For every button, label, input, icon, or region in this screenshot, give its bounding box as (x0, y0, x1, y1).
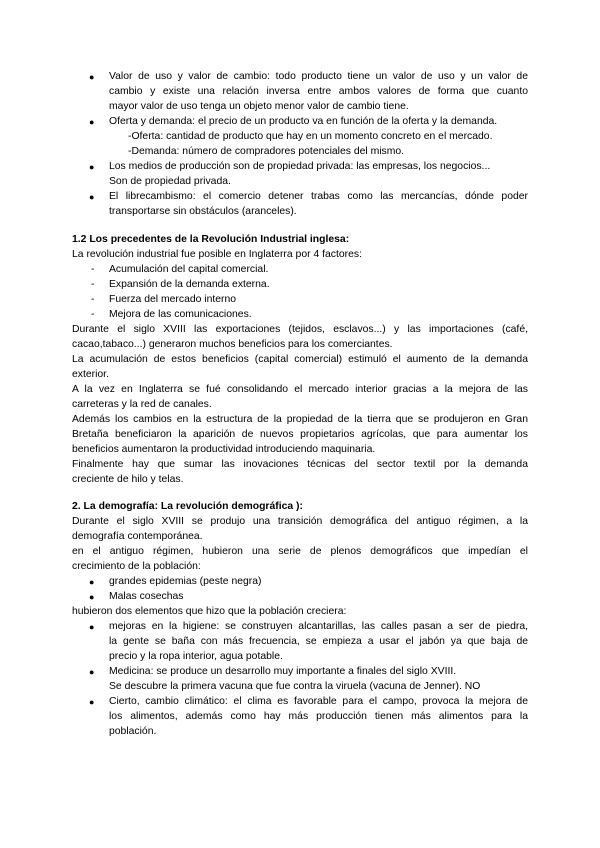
text-line: crecimiento de la población: (72, 561, 201, 572)
text-line: precio y la ropa interior, agua potable. (109, 651, 283, 662)
section-heading: 2. La demografía: La revolución demográfica ): (72, 501, 303, 512)
text-line: Los medios de producción son de propiedad privada: las empresas, los negocios... (109, 161, 491, 172)
text-line: Oferta y demanda: el precio de un producto va en función de la oferta y la demanda. (109, 116, 498, 127)
text-line: cacao,tabaco...) generaron muchos beneficios para los comerciantes. (72, 339, 393, 350)
text-line: mejoras en la higiene: se construyen alcantarillas, las calles pasan a ser de piedra, (109, 621, 528, 632)
text-line: carreteras y la red de canales. (72, 399, 212, 410)
bullet-icon: ● (89, 667, 95, 677)
list-item (0, 308, 600, 322)
list-item (0, 160, 600, 174)
text-line: Valor de uso y valor de cambio: todo producto tiene un valor de uso y un valor de (109, 71, 528, 82)
text-line: La revolución industrial fue posible en Inglaterra por 4 factores: (72, 249, 362, 260)
text-line: A la vez en Inglaterra se fué consolidando el mercado interior gracias a la mejora de las (72, 384, 528, 395)
bullet-icon: ● (89, 577, 95, 587)
list-item (0, 695, 600, 709)
dash-marker: - (91, 279, 95, 290)
text-line: Expansión de la demanda externa. (109, 279, 270, 290)
list-item (0, 665, 600, 679)
bullet-icon: ● (89, 192, 95, 202)
list-item (0, 590, 600, 604)
list-item (0, 575, 600, 589)
text-line: población. (109, 726, 157, 737)
list-item (0, 115, 600, 129)
bullet-icon: ● (89, 72, 95, 82)
bullet-icon: ● (89, 622, 95, 632)
section-heading: 1.2 Los precedentes de la Revolución Industrial inglesa: (72, 234, 350, 245)
text-line: demografía contemporánea. (72, 531, 203, 542)
dash-marker: - (91, 294, 95, 305)
list-item (0, 70, 600, 84)
text-line: grandes epidemias (peste negra) (109, 576, 262, 587)
text-line: exterior. (72, 369, 109, 380)
list-item (0, 263, 600, 277)
text-line: Mejora de las comunicaciones. (109, 309, 252, 320)
text-line: Medicina: se produce un desarrollo muy importante a finales del siglo XVIII. (109, 666, 457, 677)
text-line: Durante el siglo XVIII las exportaciones (tejidos, esclavos...) y las importaciones (café, (72, 324, 528, 335)
text-line: -Oferta: cantidad de producto que hay en un momento concreto en el mercado. (128, 131, 493, 142)
bullet-icon: ● (89, 697, 95, 707)
bullet-icon: ● (89, 162, 95, 172)
text-line: Finalmente hay que sumar las inovaciones técnicas del sector textil por la demanda (72, 459, 528, 470)
text-line: Malas cosechas (109, 591, 184, 602)
list-item (0, 190, 600, 204)
text-line: Son de propiedad privada. (109, 176, 231, 187)
list-item (0, 620, 600, 634)
text-line: los alimentos, además como hay más producción tienen más alimentos para la (109, 711, 528, 722)
text-line: Se descubre la primera vacuna que fue contra la viruela (vacuna de Jenner). NO (109, 681, 481, 692)
text-line: Durante el siglo XVIII se produjo una transición demográfica del antiguo régimen, a la (72, 516, 528, 527)
dash-marker: - (91, 264, 95, 275)
text-line: en el antiguo régimen, hubieron una serie de plenos demográficos que impedían el (72, 546, 528, 557)
text-line: -Demanda: número de compradores potenciales del mismo. (128, 146, 405, 157)
text-line: El librecambismo: el comercio detener trabas como las mercancías, dónde poder (109, 191, 528, 202)
list-item (0, 293, 600, 307)
text-line: La acumulación de estos beneficios (capital comercial) estimuló el aumento de la demanda (72, 354, 528, 365)
text-line: la gente se baña con más frecuencia, se empieza a usar el jabón ya que baja de (109, 636, 528, 647)
text-line: creciente de hilo y telas. (72, 474, 184, 485)
text-line: Fuerza del mercado interno (109, 294, 237, 305)
text-line: Bretaña beneficiaron la aparición de nuevos propietarios agrícolas, que para aumentar los (72, 429, 528, 440)
text-line: Cierto, cambio climático: el clima es favorable para el campo, provoca la mejora de (109, 696, 528, 707)
text-line: transportarse sin obstáculos (aranceles). (109, 206, 297, 217)
dash-marker: - (91, 309, 95, 320)
text-line: Acumulación del capital comercial. (109, 264, 269, 275)
text-line: beneficios aumentaron la productividad introduciendo maquinaria. (72, 444, 376, 455)
list-item (0, 278, 600, 292)
text-line: Además los cambios en la estructura de la propiedad de la tierra que se produjeron en Gran (72, 414, 528, 425)
text-line: mayor valor de uso tenga un objeto menor valor de cambio tiene. (109, 101, 409, 112)
text-line: cambio y existe una relación inversa entre ambos valores de forma que cuanto (109, 86, 528, 97)
bullet-icon: ● (89, 117, 95, 127)
text-line: hubieron dos elementos que hizo que la población creciera: (72, 606, 347, 617)
bullet-icon: ● (89, 592, 95, 602)
